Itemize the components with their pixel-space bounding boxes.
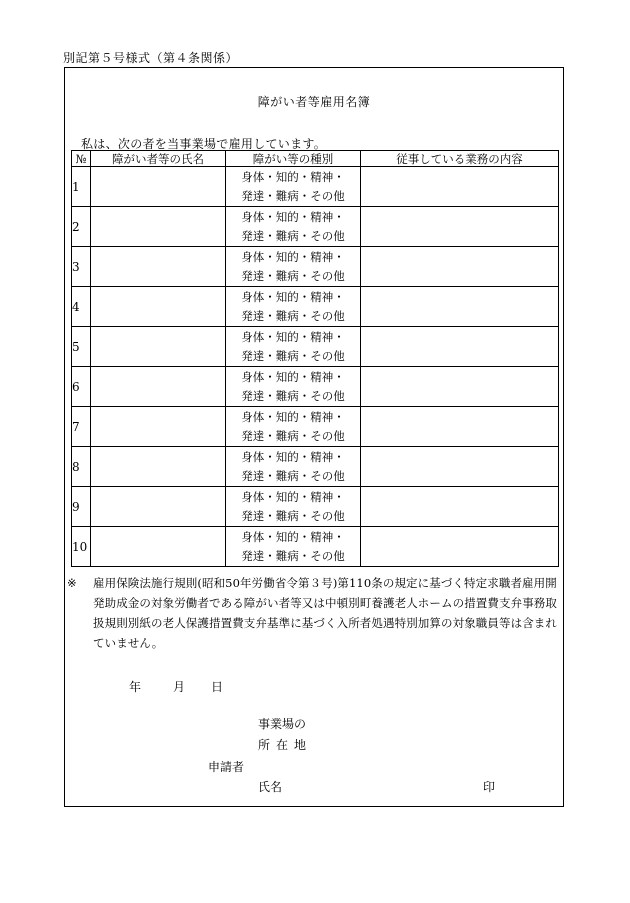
- job-description-cell[interactable]: [361, 167, 559, 207]
- document-title: 障がい者等雇用名簿: [257, 95, 371, 109]
- header-disability-type: 障がい等の種別: [226, 151, 361, 167]
- type-options-line2: 発達・難病・その他: [241, 428, 345, 443]
- type-options-line2: 発達・難病・その他: [241, 388, 345, 403]
- note-mark: ※: [67, 576, 77, 590]
- intro-statement: 私は、次の者を当事業場で雇用しています。: [81, 137, 327, 151]
- employee-name-cell[interactable]: [91, 327, 226, 367]
- date-day: 日: [211, 680, 224, 694]
- note-text: 雇用保険法施行規則(昭和50年労働省令第３号)第110条の規定に基づく特定求職者雇用開発助成金の対象労働者である障がい者等又は中頓別町養護老人ホームの措置費支弁事務取扱規則別紙の老人保護措置費支弁基準に基づく入所者処遇特別加算の対象職員等は含まれていません。: [93, 576, 557, 650]
- row-number: 10: [72, 527, 91, 567]
- disability-type-cell: [226, 167, 361, 207]
- type-options-line2: 発達・難病・その他: [241, 188, 345, 203]
- row-number: 7: [72, 407, 91, 447]
- job-description-cell[interactable]: [361, 407, 559, 447]
- disability-type-cell: [226, 407, 361, 447]
- type-options-line2: 発達・難病・その他: [241, 548, 345, 563]
- table-row: [72, 207, 559, 247]
- row-number: 9: [72, 487, 91, 527]
- table-header-row: [72, 151, 559, 167]
- disability-type-cell: [226, 447, 361, 487]
- footnote: [67, 573, 559, 653]
- employee-roster-table: [71, 150, 559, 567]
- date-line: [129, 678, 223, 695]
- date-year: 年: [129, 680, 142, 694]
- type-options-line1: 身体・知的・精神・: [241, 529, 345, 544]
- row-number: 8: [72, 447, 91, 487]
- form-number-label: 別記第５号様式（第４条関係）: [63, 51, 239, 65]
- address-label-line1: 事業場の: [258, 717, 307, 731]
- table-row: [72, 527, 559, 567]
- row-number: 2: [72, 207, 91, 247]
- type-options-line1: 身体・知的・精神・: [241, 169, 345, 184]
- header-number: №: [72, 151, 91, 167]
- job-description-cell[interactable]: [361, 287, 559, 327]
- job-description-cell[interactable]: [361, 447, 559, 487]
- header-job-description: 従事している業務の内容: [361, 151, 559, 167]
- type-options-line1: 身体・知的・精神・: [241, 329, 345, 344]
- type-options-line1: 身体・知的・精神・: [241, 289, 345, 304]
- table-row: [72, 447, 559, 487]
- employee-name-cell[interactable]: [91, 487, 226, 527]
- disability-type-cell: [226, 527, 361, 567]
- disability-type-cell: [226, 287, 361, 327]
- job-description-cell[interactable]: [361, 327, 559, 367]
- employee-name-cell[interactable]: [91, 207, 226, 247]
- employee-name-cell[interactable]: [91, 527, 226, 567]
- table-row: [72, 287, 559, 327]
- job-description-cell[interactable]: [361, 367, 559, 407]
- job-description-cell[interactable]: [361, 487, 559, 527]
- employee-name-cell[interactable]: [91, 407, 226, 447]
- employee-name-cell[interactable]: [91, 367, 226, 407]
- type-options-line1: 身体・知的・精神・: [241, 369, 345, 384]
- row-number: 3: [72, 247, 91, 287]
- name-label: 氏名: [258, 780, 283, 794]
- row-number: 6: [72, 367, 91, 407]
- job-description-cell[interactable]: [361, 207, 559, 247]
- type-options-line1: 身体・知的・精神・: [241, 209, 345, 224]
- disability-type-cell: [226, 327, 361, 367]
- type-options-line2: 発達・難病・その他: [241, 228, 345, 243]
- employee-name-cell[interactable]: [91, 287, 226, 327]
- disability-type-cell: [226, 367, 361, 407]
- applicant-label: 申請者: [208, 760, 245, 774]
- table-row: [72, 327, 559, 367]
- table-row: [72, 247, 559, 287]
- table-row: [72, 167, 559, 207]
- row-number: 1: [72, 167, 91, 207]
- table-row: [72, 407, 559, 447]
- header-name: 障がい者等の氏名: [91, 151, 226, 167]
- roster-body: [72, 167, 559, 567]
- seal-mark: 印: [483, 780, 496, 794]
- form-frame: [64, 67, 564, 807]
- type-options-line2: 発達・難病・その他: [241, 468, 345, 483]
- disability-type-cell: [226, 207, 361, 247]
- disability-type-cell: [226, 487, 361, 527]
- table-row: [72, 367, 559, 407]
- row-number: 5: [72, 327, 91, 367]
- type-options-line2: 発達・難病・その他: [241, 348, 345, 363]
- type-options-line2: 発達・難病・その他: [241, 508, 345, 523]
- row-number: 4: [72, 287, 91, 327]
- job-description-cell[interactable]: [361, 247, 559, 287]
- type-options-line2: 発達・難病・その他: [241, 308, 345, 323]
- table-row: [72, 487, 559, 527]
- employee-name-cell[interactable]: [91, 167, 226, 207]
- address-label-line2: 所在地: [258, 738, 313, 752]
- disability-type-cell: [226, 247, 361, 287]
- job-description-cell[interactable]: [361, 527, 559, 567]
- type-options-line2: 発達・難病・その他: [241, 268, 345, 283]
- type-options-line1: 身体・知的・精神・: [241, 489, 345, 504]
- employee-name-cell[interactable]: [91, 247, 226, 287]
- type-options-line1: 身体・知的・精神・: [241, 409, 345, 424]
- type-options-line1: 身体・知的・精神・: [241, 249, 345, 264]
- date-month: 月: [173, 680, 186, 694]
- type-options-line1: 身体・知的・精神・: [241, 449, 345, 464]
- employee-name-cell[interactable]: [91, 447, 226, 487]
